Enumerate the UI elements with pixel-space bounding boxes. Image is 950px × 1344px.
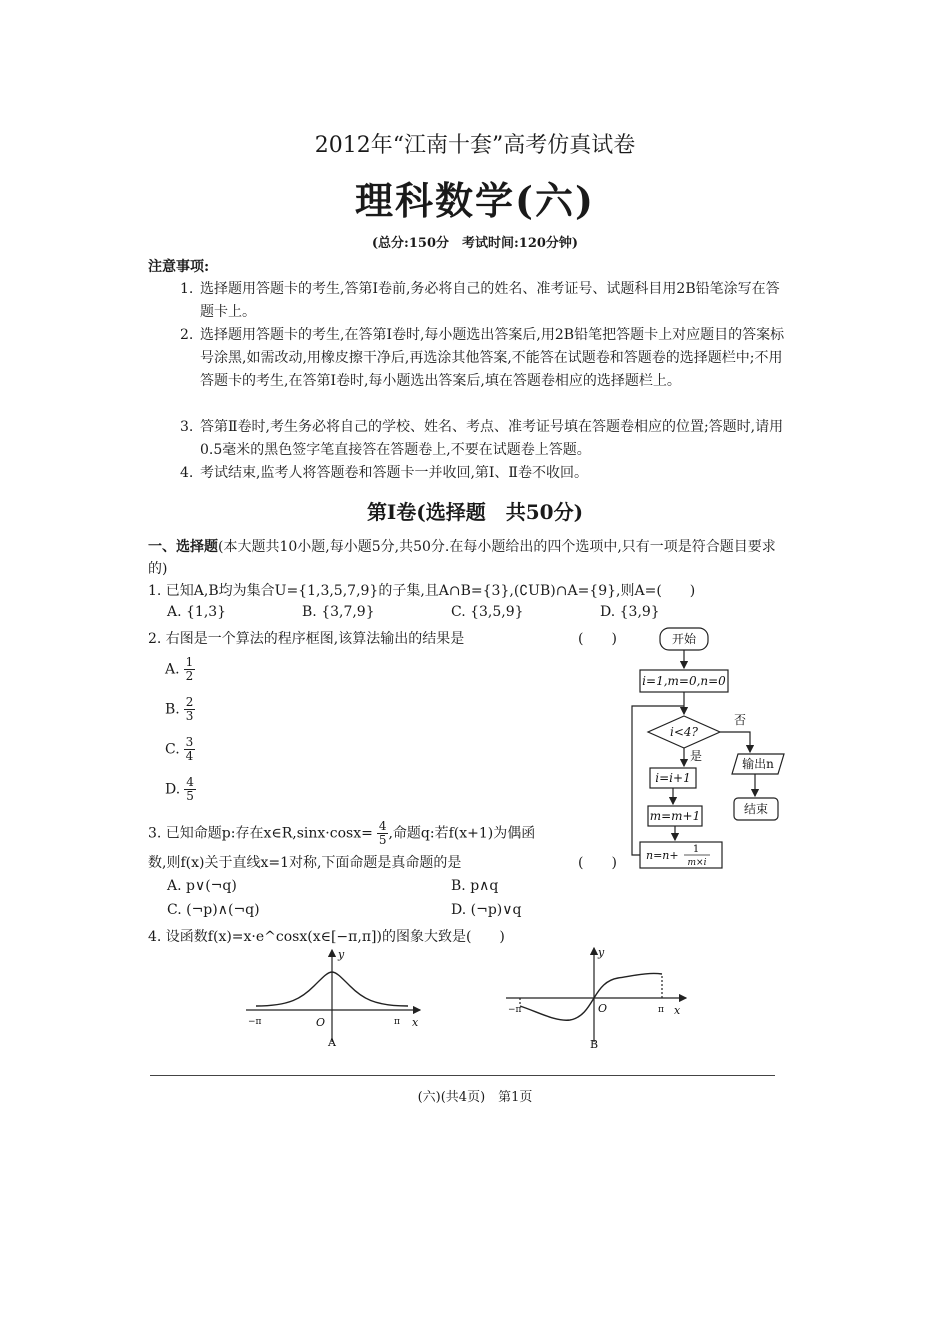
q2-stem: 2. 右图是一个算法的程序框图,该算法输出的结果是 bbox=[148, 631, 465, 647]
notice-number: 2. bbox=[180, 327, 194, 343]
flow-start-label: 开始 bbox=[671, 632, 697, 646]
flow-step3-prefix: n=n+ bbox=[646, 849, 679, 862]
flow-step1-label: i=i+1 bbox=[655, 771, 691, 785]
flow-step3-den: m×i bbox=[687, 858, 707, 868]
q2-option-a: A. $\frac{1}{2}$ bbox=[165, 655, 194, 683]
graph-a-origin: O bbox=[316, 1016, 326, 1029]
graph-b bbox=[502, 942, 692, 1052]
flowchart bbox=[624, 622, 794, 874]
flow-step2-label: m=m+1 bbox=[649, 809, 701, 823]
notice-number: 3. bbox=[180, 419, 194, 435]
subject-title: 理科数学(六) bbox=[355, 178, 595, 223]
q1-option-b: B. {3,7,9} bbox=[302, 604, 375, 620]
flow-yes-label: 是 bbox=[690, 749, 703, 763]
graph-a-label: A bbox=[328, 1036, 336, 1049]
q2-option-d: D. $\frac{4}{5}$ bbox=[165, 775, 194, 803]
notice-number: 4. bbox=[180, 465, 194, 481]
page-footer: (六)(共4页) 第1页 bbox=[417, 1090, 533, 1105]
q3-option-a: A. p∨(¬q) bbox=[167, 878, 237, 894]
q2-option-c: C. $\frac{3}{4}$ bbox=[165, 735, 194, 763]
notice-heading: 注意事项: bbox=[148, 259, 210, 275]
q3-option-b: B. p∧q bbox=[451, 878, 499, 894]
part-text: (本大题共10小题,每小题5分,共50分.在每小题给出的四个选项中,只有一项是符合题目要求的) bbox=[148, 539, 776, 577]
notice-text: 考试结束,监考人将答题卷和答题卡一并收回,第Ⅰ、Ⅱ卷不收回。 bbox=[200, 465, 588, 481]
graph-a bbox=[240, 946, 430, 1052]
graph-b-origin: O bbox=[598, 1002, 608, 1015]
graph-b-label: B bbox=[590, 1038, 599, 1051]
graph-a-x: x bbox=[412, 1016, 419, 1029]
q3-stem-line2: 数,则f(x)关于直线x=1对称,下面命题是真命题的是 bbox=[148, 855, 462, 871]
q4-stem: 4. 设函数f(x)=x·e^cosx(x∈[−π,π])的图象大致是( ) bbox=[148, 929, 505, 945]
notice-text: 答第Ⅱ卷时,考生务必将自己的学校、姓名、考点、准考证号填在答题卷相应的位置;答题时,请用0.5毫米的黑色签字笔直接答在答题卷上,不要在试题卷上答题。 bbox=[200, 419, 784, 458]
part-instructions bbox=[148, 536, 793, 580]
notice-text: 选择题用答题卡的考生,答第Ⅰ卷前,务必将自己的姓名、准考证号、试题科目用2B铅笔涂写在答题卡上。 bbox=[200, 281, 780, 320]
footer-divider bbox=[150, 1075, 775, 1076]
q1-option-d: D. {3,9} bbox=[600, 604, 660, 620]
part-label: 一、选择题 bbox=[148, 539, 218, 555]
exam-meta: (总分:150分 考试时间:120分钟) bbox=[371, 236, 579, 251]
q1-option-a: A. {1,3} bbox=[167, 604, 227, 620]
q2-option-b: B. $\frac{2}{3}$ bbox=[165, 695, 194, 723]
q3-paren: ( ) bbox=[578, 855, 617, 871]
graph-b-y: y bbox=[598, 946, 605, 959]
q1-option-c: C. {3,5,9} bbox=[451, 604, 524, 620]
graph-b-x: x bbox=[674, 1004, 681, 1017]
notice-item bbox=[180, 416, 792, 462]
q2-paren: ( ) bbox=[578, 631, 617, 647]
notice-text: 选择题用答题卡的考生,在答第Ⅰ卷时,每小题选出答案后,用2B铅笔把答题卡上对应题目的答案标号涂黑,如需改动,用橡皮擦干净后,再选涂其他答案,不能答在试题卷和答题卷的选择题栏中;不用答题卡的考生,在答第Ⅰ卷时,每小题选出答案后,填在答题卷相应的选择题栏上。 bbox=[200, 327, 785, 389]
section-title: 第Ⅰ卷(选择题 共50分) bbox=[366, 500, 584, 524]
notice-number: 1. bbox=[180, 281, 194, 297]
flow-init-label: i=1,m=0,n=0 bbox=[642, 674, 726, 688]
q1-stem: 1. 已知A,B均为集合U={1,3,5,7,9}的子集,且A∩B={3},(∁UB)∩A={9},则A=( ) bbox=[148, 583, 696, 599]
flow-output-label: 输出n bbox=[742, 757, 774, 771]
graph-b-pos-pi: π bbox=[658, 1005, 664, 1015]
graph-a-y: y bbox=[338, 948, 345, 961]
graph-a-pos-pi: π bbox=[394, 1017, 400, 1027]
graph-b-neg-pi: −π bbox=[508, 1005, 522, 1015]
graph-b-curve bbox=[520, 973, 662, 1020]
q3-option-c: C. (¬p)∧(¬q) bbox=[167, 902, 260, 918]
q3-stem-line1: 3. 已知命题p:存在x∈R,sinx·cosx= $\frac{4}{5}$ ,命题q:若f(x+1)为偶函 bbox=[148, 819, 536, 847]
notice-item bbox=[180, 278, 792, 324]
notice-item bbox=[180, 462, 792, 485]
graph-a-neg-pi: −π bbox=[248, 1017, 262, 1027]
flow-no-label: 否 bbox=[734, 713, 747, 727]
q3-option-d: D. (¬p)∨q bbox=[451, 902, 522, 918]
notice-item bbox=[180, 324, 792, 393]
flow-step3-num: 1 bbox=[692, 844, 700, 855]
flow-condition-label: i<4? bbox=[670, 725, 698, 739]
exam-title: 2012年“江南十套”高考仿真试卷 bbox=[314, 133, 636, 158]
flow-end-label: 结束 bbox=[743, 802, 769, 816]
